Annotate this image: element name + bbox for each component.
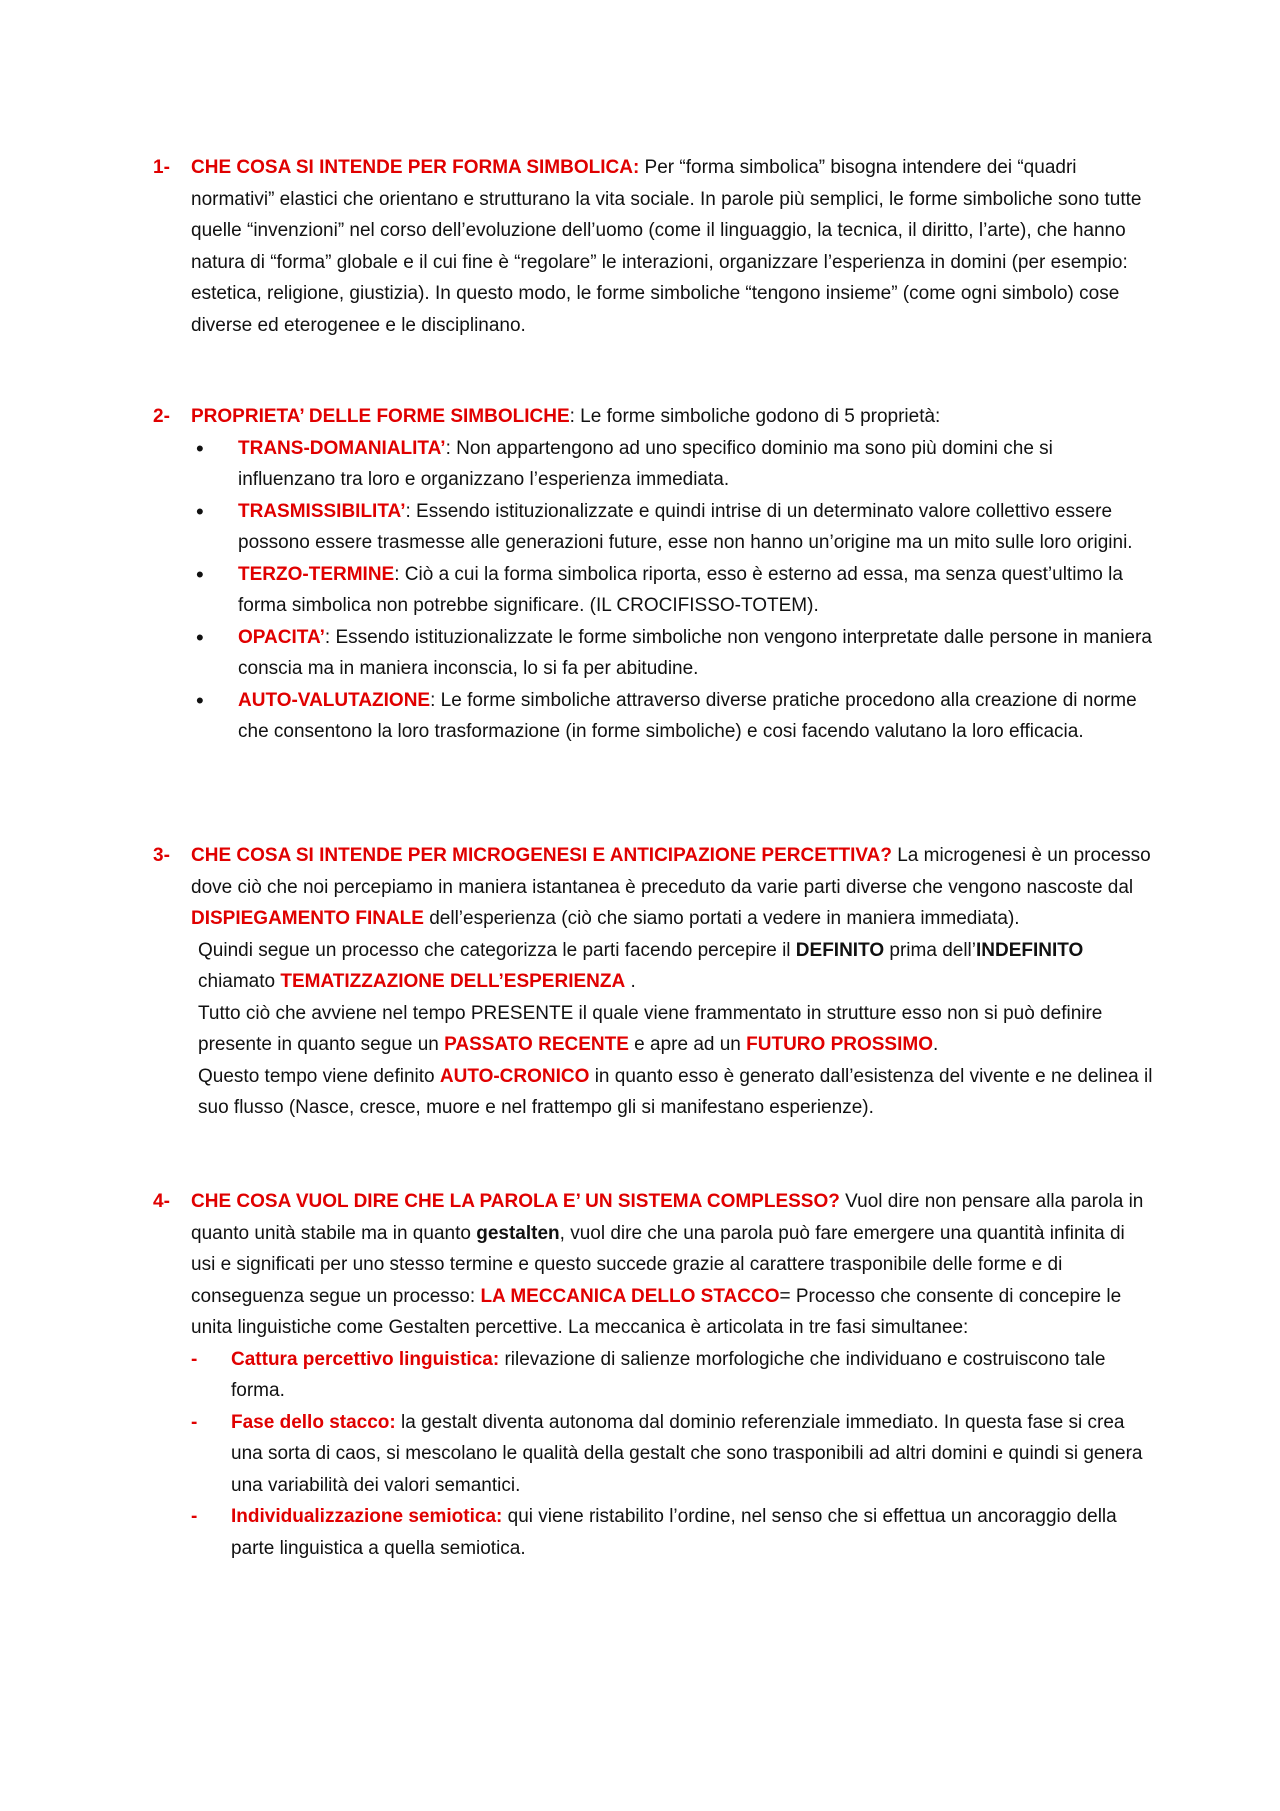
- property-text: : Non appartengono ad uno specifico dominio ma sono più domini che si influenzano tra loro e organizzano l’esperienza immediata.: [238, 437, 1053, 490]
- bold-term: gestalten: [476, 1222, 560, 1244]
- highlight-term: FUTURO PROSSIMO: [746, 1034, 933, 1055]
- question-number: 2-: [153, 406, 170, 427]
- property-term: TERZO-TERMINE: [238, 563, 395, 585]
- list-item: [196, 559, 1153, 622]
- property-term: AUTO-VALUTAZIONE: [238, 689, 431, 711]
- question-number: 4-: [153, 1191, 170, 1212]
- paragraph: [198, 998, 1153, 1061]
- phase-text: la gestalt diventa autonoma dal dominio referenziale immediato. In questa fase si crea una sorta di caos, si mescolano le qualità della gestalt che sono trasponibili ad altri domini e quindi si genera una variabilità dei valori semantici.: [231, 1411, 1143, 1496]
- bullet-icon: •: [196, 561, 204, 587]
- highlight-term: DISPIEGAMENTO FINALE: [191, 908, 424, 929]
- paragraph-text: .: [625, 971, 636, 992]
- question-title: CHE COSA SI INTENDE PER FORMA SIMBOLICA:: [191, 157, 640, 178]
- question-number: 1-: [153, 157, 170, 178]
- highlight-term: AUTO-CRONICO: [439, 1065, 590, 1087]
- phase-term: Individualizzazione semiotica:: [231, 1506, 503, 1527]
- phase-text: qui viene ristabilito l’ordine, nel senso che si effettua un ancoraggio della parte linguistica a quella semiotica.: [231, 1506, 1117, 1559]
- dash-icon: -: [191, 1348, 198, 1370]
- phases-list: [191, 1344, 1153, 1565]
- paragraph-text: Vuol dire non pensare alla parola in quanto unità stabile ma in quanto: [191, 1191, 1144, 1244]
- list-item: [196, 433, 1153, 496]
- question-text: Per “forma simbolica” bisogna intendere dei “quadri normativi” elastici che orientano e strutturano la vita sociale. In parole più semplici, le forme simboliche sono tutte quelle “invenzioni” nel corso dell’evoluzione dell’uomo (come il linguaggio, la tecnica, il diritto, l’arte), che hanno natura di “forma” globale e il cui fine è “regolare” le interazioni, organizzare l’esperienza in domini (per esempio: estetica, religione, giustizia). In questo modo, le forme simboliche “tengono insieme” (come ogni simbolo) cose diverse ed eterogenee e le disciplinano.: [191, 157, 1142, 336]
- list-item: [191, 1407, 1153, 1502]
- list-item: [196, 685, 1153, 748]
- question-4: [153, 1186, 1153, 1564]
- property-term: OPACITA’: [238, 626, 325, 648]
- dash-icon: -: [191, 1506, 198, 1527]
- properties-list: [196, 433, 1153, 748]
- question-title: CHE COSA SI INTENDE PER MICROGENESI E ANTICIPAZIONE PERCETTIVA?: [191, 845, 892, 866]
- list-item: [191, 1344, 1153, 1407]
- list-item: [196, 496, 1153, 559]
- phase-term: Cattura percettivo linguistica:: [231, 1348, 500, 1370]
- paragraph-text: Quindi segue un processo che categorizza le parti facendo percepire il: [198, 939, 796, 961]
- dash-icon: -: [191, 1411, 198, 1433]
- paragraph-text: = Processo che consente di concepire le unita linguistiche come Gestalten percettive. La meccanica è articolata in tre fasi simultanee:: [191, 1285, 1122, 1338]
- bullet-icon: •: [196, 624, 204, 650]
- paragraph-text: Tutto ciò che avviene nel tempo PRESENTE il quale viene frammentato in strutture esso non si può definire presente in quanto segue un: [198, 1002, 1103, 1055]
- question-number: 3-: [153, 845, 170, 866]
- bullet-icon: •: [196, 687, 204, 713]
- question-1: [153, 152, 1153, 341]
- highlight-term: LA MECCANICA DELLO STACCO: [480, 1285, 780, 1307]
- bold-term: DEFINITO: [795, 939, 885, 961]
- paragraph-text: Questo tempo viene definito: [198, 1065, 440, 1087]
- question-title: PROPRIETA’ DELLE FORME SIMBOLICHE: [191, 406, 570, 427]
- bold-term: INDEFINITO: [976, 939, 1084, 961]
- paragraph-text: dell’esperienza (ciò che siamo portati a vedere in maniera immediata).: [423, 908, 1020, 929]
- paragraph-text: chiamato: [198, 971, 281, 992]
- bullet-icon: •: [196, 498, 204, 524]
- property-text: : Ciò a cui la forma simbolica riporta, esso è esterno ad essa, ma senza quest’ultimo la forma simbolica non potrebbe significare. (IL CROCIFISSO-TOTEM).: [238, 563, 1123, 616]
- paragraph-text: e apre ad un: [628, 1034, 747, 1055]
- paragraph-text: .: [933, 1034, 939, 1055]
- property-text: : Le forme simboliche attraverso diverse pratiche procedono alla creazione di norme che consentono la loro trasformazione (in forme simboliche) e cosi facendo valutano la loro efficacia.: [238, 689, 1137, 742]
- highlight-term: TEMATIZZAZIONE DELL’ESPERIENZA: [280, 971, 626, 992]
- highlight-term: PASSATO RECENTE: [444, 1034, 629, 1055]
- bullet-icon: •: [196, 435, 204, 461]
- property-text: : Essendo istituzionalizzate e quindi intrise di un determinato valore collettivo essere possono essere trasmesse alle generazioni future, esse non hanno un’origine ma un mito sulle loro origini.: [238, 500, 1133, 553]
- question-3: [153, 840, 1153, 1124]
- phase-term: Fase dello stacco:: [231, 1411, 396, 1433]
- paragraph: [198, 935, 1153, 998]
- paragraph-text: , vuol dire che una parola può fare emergere una quantità infinita di usi e significati per uno stesso termine e questo succede grazie al carattere trasponibile delle forme e di conseguenza segue un processo:: [191, 1222, 1125, 1307]
- phase-text: rilevazione di salienze morfologiche che individuano e costruiscono tale forma.: [231, 1348, 1106, 1401]
- paragraph-text: prima dell’: [884, 939, 976, 961]
- list-item: [191, 1501, 1153, 1564]
- question-2: [153, 401, 1153, 748]
- property-term: TRANS-DOMANIALITA’: [238, 437, 446, 459]
- paragraph: [198, 1061, 1153, 1124]
- property-text: : Essendo istituzionalizzate le forme simboliche non vengono interpretate dalle persone in maniera conscia ma in maniera inconscia, lo si fa per abitudine.: [238, 626, 1152, 679]
- question-title: CHE COSA VUOL DIRE CHE LA PAROLA E’ UN SISTEMA COMPLESSO?: [191, 1191, 840, 1212]
- property-term: TRASMISSIBILITA’: [238, 500, 406, 522]
- paragraph-text: in quanto esso è generato dall’esistenza del vivente e ne delinea il suo flusso (Nasce, cresce, muore e nel frattempo gli si manifestano esperienze).: [198, 1065, 1153, 1118]
- list-item: [196, 622, 1153, 685]
- question-text: : Le forme simboliche godono di 5 proprietà:: [569, 406, 941, 427]
- paragraph-text: La microgenesi è un processo dove ciò che noi percepiamo in maniera istantanea è preceduto da varie parti diverse che vengono nascoste dal: [191, 845, 1151, 898]
